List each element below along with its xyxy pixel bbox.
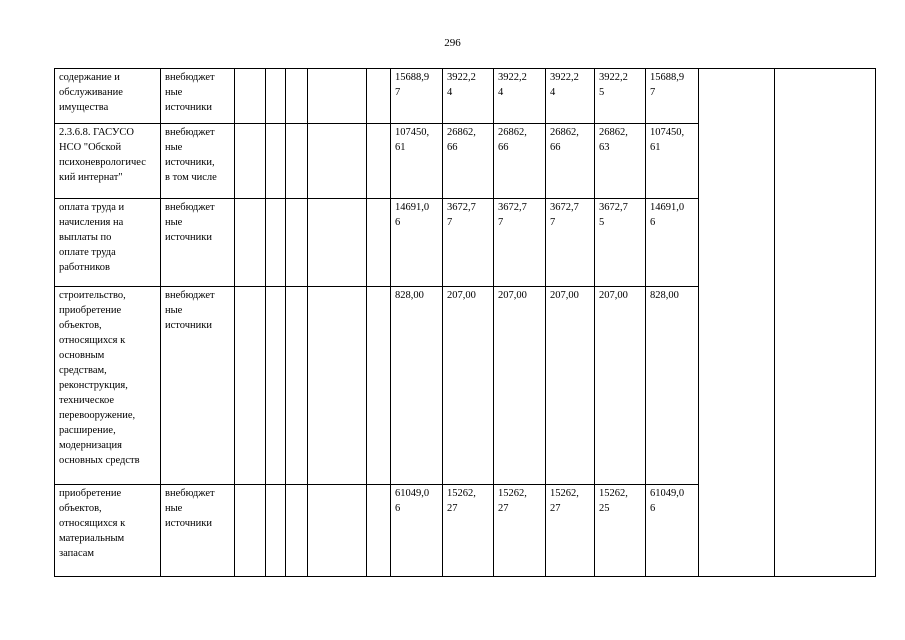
year-value-cell: 15262, 25	[595, 485, 646, 577]
page-number: 296	[444, 37, 461, 49]
total-repeat-cell: 14691,0 6	[646, 199, 699, 287]
empty-cell	[367, 287, 391, 485]
table-body	[55, 69, 876, 577]
funding-source-cell: внебюджет ные источники, в том числе	[161, 124, 235, 199]
empty-cell	[308, 485, 367, 577]
empty-cell	[367, 199, 391, 287]
year-value-cell: 15262, 27	[494, 485, 546, 577]
year-value-cell: 26862, 63	[595, 124, 646, 199]
empty-cell	[286, 124, 308, 199]
funding-source-cell: внебюджет ные источники	[161, 69, 235, 124]
empty-cell	[235, 69, 266, 124]
total-cell: 107450, 61	[391, 124, 443, 199]
year-value-cell: 3922,2 5	[595, 69, 646, 124]
year-value-cell: 3922,2 4	[546, 69, 595, 124]
empty-cell	[308, 287, 367, 485]
total-cell: 14691,0 6	[391, 199, 443, 287]
empty-cell	[286, 485, 308, 577]
total-cell: 828,00	[391, 287, 443, 485]
year-value-cell: 3672,7 5	[595, 199, 646, 287]
year-value-cell: 26862, 66	[546, 124, 595, 199]
empty-cell	[367, 485, 391, 577]
empty-cell	[308, 69, 367, 124]
year-value-cell: 26862, 66	[443, 124, 494, 199]
empty-cell	[286, 287, 308, 485]
empty-cell	[308, 199, 367, 287]
year-value-cell: 3672,7 7	[494, 199, 546, 287]
year-value-cell: 3922,2 4	[494, 69, 546, 124]
funding-source-cell: внебюджет ные источники	[161, 287, 235, 485]
row-name-cell: приобретение объектов, относящихся к материальным запасам	[55, 485, 161, 577]
total-cell: 15688,9 7	[391, 69, 443, 124]
year-value-cell: 3672,7 7	[443, 199, 494, 287]
empty-cell	[367, 124, 391, 199]
row-name-cell: оплата труда и начисления на выплаты по оплате труда работников	[55, 199, 161, 287]
budget-table	[54, 68, 876, 577]
empty-cell	[308, 124, 367, 199]
year-value-cell: 26862, 66	[494, 124, 546, 199]
year-value-cell: 207,00	[546, 287, 595, 485]
year-value-cell: 3922,2 4	[443, 69, 494, 124]
total-repeat-cell: 15688,9 7	[646, 69, 699, 124]
empty-cell	[266, 485, 286, 577]
year-value-cell: 207,00	[443, 287, 494, 485]
empty-cell	[266, 69, 286, 124]
empty-cell	[235, 485, 266, 577]
total-cell: 61049,0 6	[391, 485, 443, 577]
year-value-cell: 15262, 27	[546, 485, 595, 577]
row-name-cell: 2.3.6.8. ГАСУСО НСО "Обской психоневрологичес кий интернат"	[55, 124, 161, 199]
row-name-cell: строительство, приобретение объектов, относящихся к основным средствам, реконструкция, техническое перевооружение, расширение, модернизация основных средств	[55, 287, 161, 485]
year-value-cell: 15262, 27	[443, 485, 494, 577]
empty-cell	[266, 287, 286, 485]
total-repeat-cell: 107450, 61	[646, 124, 699, 199]
table-row	[55, 69, 876, 124]
empty-cell	[775, 69, 876, 577]
funding-source-cell: внебюджет ные источники	[161, 199, 235, 287]
year-value-cell: 207,00	[494, 287, 546, 485]
row-name-cell: содержание и обслуживание имущества	[55, 69, 161, 124]
empty-cell	[235, 287, 266, 485]
total-repeat-cell: 828,00	[646, 287, 699, 485]
empty-cell	[235, 199, 266, 287]
empty-cell	[266, 124, 286, 199]
year-value-cell: 3672,7 7	[546, 199, 595, 287]
empty-cell	[286, 199, 308, 287]
empty-cell	[286, 69, 308, 124]
empty-cell	[235, 124, 266, 199]
total-repeat-cell: 61049,0 6	[646, 485, 699, 577]
empty-cell	[367, 69, 391, 124]
empty-cell	[699, 69, 775, 577]
empty-cell	[266, 199, 286, 287]
year-value-cell: 207,00	[595, 287, 646, 485]
funding-source-cell: внебюджет ные источники	[161, 485, 235, 577]
